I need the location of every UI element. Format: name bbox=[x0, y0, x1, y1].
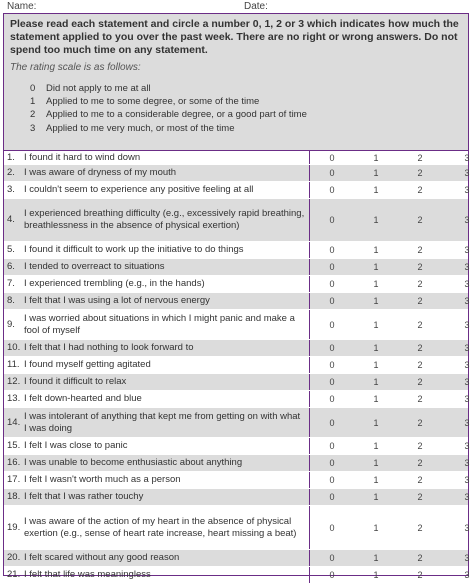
rating-option-2[interactable]: 2 bbox=[417, 553, 423, 563]
questionnaire-sheet bbox=[3, 13, 470, 580]
item-statement: I was intolerant of anything that kept me from getting on with what I was doing bbox=[24, 410, 301, 434]
rating-option-1[interactable]: 1 bbox=[373, 394, 379, 404]
item-statement: I felt I wasn't worth much as a person bbox=[24, 474, 181, 485]
rating-option-0[interactable]: 0 bbox=[329, 185, 335, 195]
header-line bbox=[5, 1, 469, 13]
item-number: 1. bbox=[7, 151, 15, 163]
rating-option-1[interactable]: 1 bbox=[373, 360, 379, 370]
rating-option-2[interactable]: 2 bbox=[417, 168, 423, 178]
item-number: 20. bbox=[7, 552, 21, 563]
item-number: 18. bbox=[7, 491, 21, 502]
rating-option-3[interactable]: 3 bbox=[464, 245, 470, 255]
table-row bbox=[4, 374, 468, 391]
table-row bbox=[4, 340, 468, 357]
item-number: 15. bbox=[7, 440, 21, 451]
rating-option-3[interactable]: 3 bbox=[464, 522, 470, 533]
rating-option-3[interactable]: 3 bbox=[464, 570, 470, 580]
item-statement: I felt scared without any good reason bbox=[24, 552, 180, 563]
scale-number: 3 bbox=[30, 122, 36, 134]
table-row bbox=[4, 165, 468, 182]
item-statement: I was unable to become enthusiastic about anything bbox=[24, 457, 243, 468]
rating-option-0[interactable]: 0 bbox=[329, 377, 335, 387]
item-number: 9. bbox=[7, 318, 15, 330]
rating-option-3[interactable]: 3 bbox=[464, 492, 470, 502]
rating-option-1[interactable]: 1 bbox=[373, 377, 379, 387]
item-statement: I was worried about situations in which I might panic and make a fool of myself bbox=[24, 312, 295, 336]
item-number: 3. bbox=[7, 184, 15, 195]
rating-option-3[interactable]: 3 bbox=[464, 394, 470, 404]
rating-option-0[interactable]: 0 bbox=[329, 168, 335, 178]
table-row bbox=[4, 506, 468, 550]
rating-option-1[interactable]: 1 bbox=[373, 319, 379, 330]
rating-option-3[interactable]: 3 bbox=[464, 417, 470, 428]
rating-option-0[interactable]: 0 bbox=[329, 492, 335, 502]
rating-scale-list bbox=[30, 82, 462, 135]
rating-option-3[interactable]: 3 bbox=[464, 279, 470, 289]
item-number: 8. bbox=[7, 295, 15, 306]
item-statement: I experienced breathing difficulty (e.g., excessively rapid breathing, breathlessness in the absence of physical exertion) bbox=[24, 208, 305, 231]
rating-option-0[interactable]: 0 bbox=[329, 417, 335, 428]
rating-option-2[interactable]: 2 bbox=[417, 360, 423, 370]
table-row bbox=[4, 199, 468, 242]
instructions-box bbox=[4, 14, 468, 151]
rating-option-3[interactable]: 3 bbox=[464, 215, 470, 225]
rating-option-0[interactable]: 0 bbox=[329, 475, 335, 485]
scale-number: 1 bbox=[30, 96, 36, 108]
item-number: 5. bbox=[7, 244, 15, 255]
scale-item bbox=[30, 122, 462, 135]
rating-option-1[interactable]: 1 bbox=[373, 343, 379, 353]
item-statement: I felt down-hearted and blue bbox=[24, 393, 142, 404]
rating-option-3[interactable]: 3 bbox=[464, 553, 470, 563]
rating-option-2[interactable]: 2 bbox=[417, 262, 423, 272]
rating-option-2[interactable]: 2 bbox=[417, 296, 423, 306]
name-label: Name: bbox=[7, 1, 37, 12]
rating-option-1[interactable]: 1 bbox=[373, 262, 379, 272]
rating-option-3[interactable]: 3 bbox=[464, 458, 470, 468]
table-row bbox=[4, 151, 468, 165]
table-row bbox=[4, 438, 468, 455]
item-number: 6. bbox=[7, 261, 15, 272]
items-table bbox=[4, 151, 468, 584]
rating-option-3[interactable]: 3 bbox=[464, 475, 470, 485]
table-row bbox=[4, 259, 468, 276]
rating-option-0[interactable]: 0 bbox=[329, 343, 335, 353]
rating-option-0[interactable]: 0 bbox=[329, 152, 335, 163]
item-number: 14. bbox=[7, 416, 21, 428]
item-number: 7. bbox=[7, 278, 15, 289]
scale-label: Applied to me to some degree, or some of the time bbox=[46, 96, 260, 108]
rating-option-2[interactable]: 2 bbox=[417, 343, 423, 353]
table-row bbox=[4, 567, 468, 584]
table-row bbox=[4, 550, 468, 567]
rating-option-0[interactable]: 0 bbox=[329, 279, 335, 289]
rating-option-2[interactable]: 2 bbox=[417, 458, 423, 468]
rating-option-0[interactable]: 0 bbox=[329, 394, 335, 404]
item-number: 16. bbox=[7, 457, 21, 468]
rating-option-3[interactable]: 3 bbox=[464, 360, 470, 370]
rating-option-3[interactable]: 3 bbox=[464, 441, 470, 451]
rating-option-0[interactable]: 0 bbox=[329, 522, 335, 533]
rating-option-1[interactable]: 1 bbox=[373, 522, 379, 533]
item-statement: I felt that I was using a lot of nervous energy bbox=[24, 295, 210, 306]
rating-option-0[interactable]: 0 bbox=[329, 245, 335, 255]
rating-option-3[interactable]: 3 bbox=[464, 296, 470, 306]
rating-option-0[interactable]: 0 bbox=[329, 215, 335, 225]
rating-option-3[interactable]: 3 bbox=[464, 168, 470, 178]
table-row bbox=[4, 391, 468, 408]
rating-option-0[interactable]: 0 bbox=[329, 319, 335, 330]
rating-option-3[interactable]: 3 bbox=[464, 262, 470, 272]
scale-title: The rating scale is as follows: bbox=[10, 62, 141, 73]
rating-option-3[interactable]: 3 bbox=[464, 377, 470, 387]
rating-option-0[interactable]: 0 bbox=[329, 553, 335, 563]
item-number: 19. bbox=[7, 521, 21, 533]
item-statement: I experienced trembling (e.g., in the hands) bbox=[24, 278, 205, 289]
rating-option-1[interactable]: 1 bbox=[373, 279, 379, 289]
rating-option-2[interactable]: 2 bbox=[417, 492, 423, 502]
item-number: 11. bbox=[7, 359, 20, 370]
item-number: 4. bbox=[7, 214, 15, 225]
rating-option-2[interactable]: 2 bbox=[417, 245, 423, 255]
rating-option-2[interactable]: 2 bbox=[417, 441, 423, 451]
rating-option-1[interactable]: 1 bbox=[373, 441, 379, 451]
scale-item bbox=[30, 95, 462, 108]
rating-option-2[interactable]: 2 bbox=[417, 319, 423, 330]
item-statement: I was aware of the action of my heart in the absence of physical exertion (e.g., sense of heart rate increase, heart missing a beat) bbox=[24, 515, 297, 539]
item-statement: I felt that life was meaningless bbox=[24, 569, 151, 580]
rating-option-2[interactable]: 2 bbox=[417, 570, 423, 580]
table-row bbox=[4, 276, 468, 293]
rating-option-0[interactable]: 0 bbox=[329, 458, 335, 468]
item-number: 17. bbox=[7, 474, 21, 485]
rating-option-2[interactable]: 2 bbox=[417, 377, 423, 387]
rating-option-1[interactable]: 1 bbox=[373, 185, 379, 195]
rating-option-2[interactable]: 2 bbox=[417, 475, 423, 485]
rating-option-3[interactable]: 3 bbox=[464, 319, 470, 330]
table-row bbox=[4, 182, 468, 199]
table-row bbox=[4, 357, 468, 374]
item-statement: I felt I was close to panic bbox=[24, 440, 128, 451]
scale-label: Applied to me to a considerable degree, or a good part of time bbox=[46, 109, 307, 121]
rating-option-1[interactable]: 1 bbox=[373, 553, 379, 563]
scale-item bbox=[30, 82, 462, 95]
item-statement: I felt that I was rather touchy bbox=[24, 491, 144, 502]
table-row bbox=[4, 455, 468, 472]
rating-option-0[interactable]: 0 bbox=[329, 441, 335, 451]
rating-option-2[interactable]: 2 bbox=[417, 185, 423, 195]
item-number: 10. bbox=[7, 342, 21, 353]
item-statement: I found it hard to wind down bbox=[24, 151, 141, 163]
item-statement: I felt that I had nothing to look forward to bbox=[24, 342, 194, 353]
table-row bbox=[4, 489, 468, 506]
rating-option-2[interactable]: 2 bbox=[417, 394, 423, 404]
rating-option-1[interactable]: 1 bbox=[373, 296, 379, 306]
rating-option-3[interactable]: 3 bbox=[464, 152, 470, 163]
rating-option-1[interactable]: 1 bbox=[373, 417, 379, 428]
table-row bbox=[4, 408, 468, 438]
rating-option-0[interactable]: 0 bbox=[329, 360, 335, 370]
rating-option-3[interactable]: 3 bbox=[464, 343, 470, 353]
rating-option-2[interactable]: 2 bbox=[417, 417, 423, 428]
rating-option-1[interactable]: 1 bbox=[373, 458, 379, 468]
rating-option-3[interactable]: 3 bbox=[464, 185, 470, 195]
table-row bbox=[4, 310, 468, 340]
item-number: 12. bbox=[7, 376, 21, 387]
item-number: 13. bbox=[7, 393, 21, 404]
rating-option-2[interactable]: 2 bbox=[417, 152, 423, 163]
rating-option-1[interactable]: 1 bbox=[373, 215, 379, 225]
rating-option-1[interactable]: 1 bbox=[373, 492, 379, 502]
table-row bbox=[4, 242, 468, 259]
rating-option-1[interactable]: 1 bbox=[373, 168, 379, 178]
scale-item bbox=[30, 108, 462, 121]
item-number: 2. bbox=[7, 167, 15, 178]
rating-option-1[interactable]: 1 bbox=[373, 570, 379, 580]
item-statement: I found myself getting agitated bbox=[24, 359, 151, 370]
item-statement: I tended to overreact to situations bbox=[24, 261, 165, 272]
rating-option-1[interactable]: 1 bbox=[373, 245, 379, 255]
table-row bbox=[4, 472, 468, 489]
rating-option-1[interactable]: 1 bbox=[373, 152, 379, 163]
date-label: Date: bbox=[244, 1, 268, 12]
rating-option-2[interactable]: 2 bbox=[417, 522, 423, 533]
item-statement: I found it difficult to relax bbox=[24, 376, 127, 387]
rating-option-2[interactable]: 2 bbox=[417, 279, 423, 289]
item-number: 21. bbox=[7, 569, 21, 580]
instructions-text: Please read each statement and circle a number 0, 1, 2 or 3 which indicates how much the statement applied to you over the past week. There are no right or wrong answers. Do not spend too much time on any statement. bbox=[10, 18, 459, 56]
table-row bbox=[4, 293, 468, 310]
scale-label: Did not apply to me at all bbox=[46, 83, 151, 94]
rating-option-0[interactable]: 0 bbox=[329, 296, 335, 306]
rating-option-0[interactable]: 0 bbox=[329, 570, 335, 580]
rating-option-1[interactable]: 1 bbox=[373, 475, 379, 485]
item-statement: I was aware of dryness of my mouth bbox=[24, 167, 177, 178]
rating-option-0[interactable]: 0 bbox=[329, 262, 335, 272]
scale-label: Applied to me very much, or most of the time bbox=[46, 122, 235, 134]
item-statement: I couldn't seem to experience any positive feeling at all bbox=[24, 184, 254, 195]
item-statement: I found it difficult to work up the initiative to do things bbox=[24, 244, 244, 255]
scale-number: 2 bbox=[30, 109, 36, 121]
rating-option-2[interactable]: 2 bbox=[417, 215, 423, 225]
scale-number: 0 bbox=[30, 83, 36, 94]
